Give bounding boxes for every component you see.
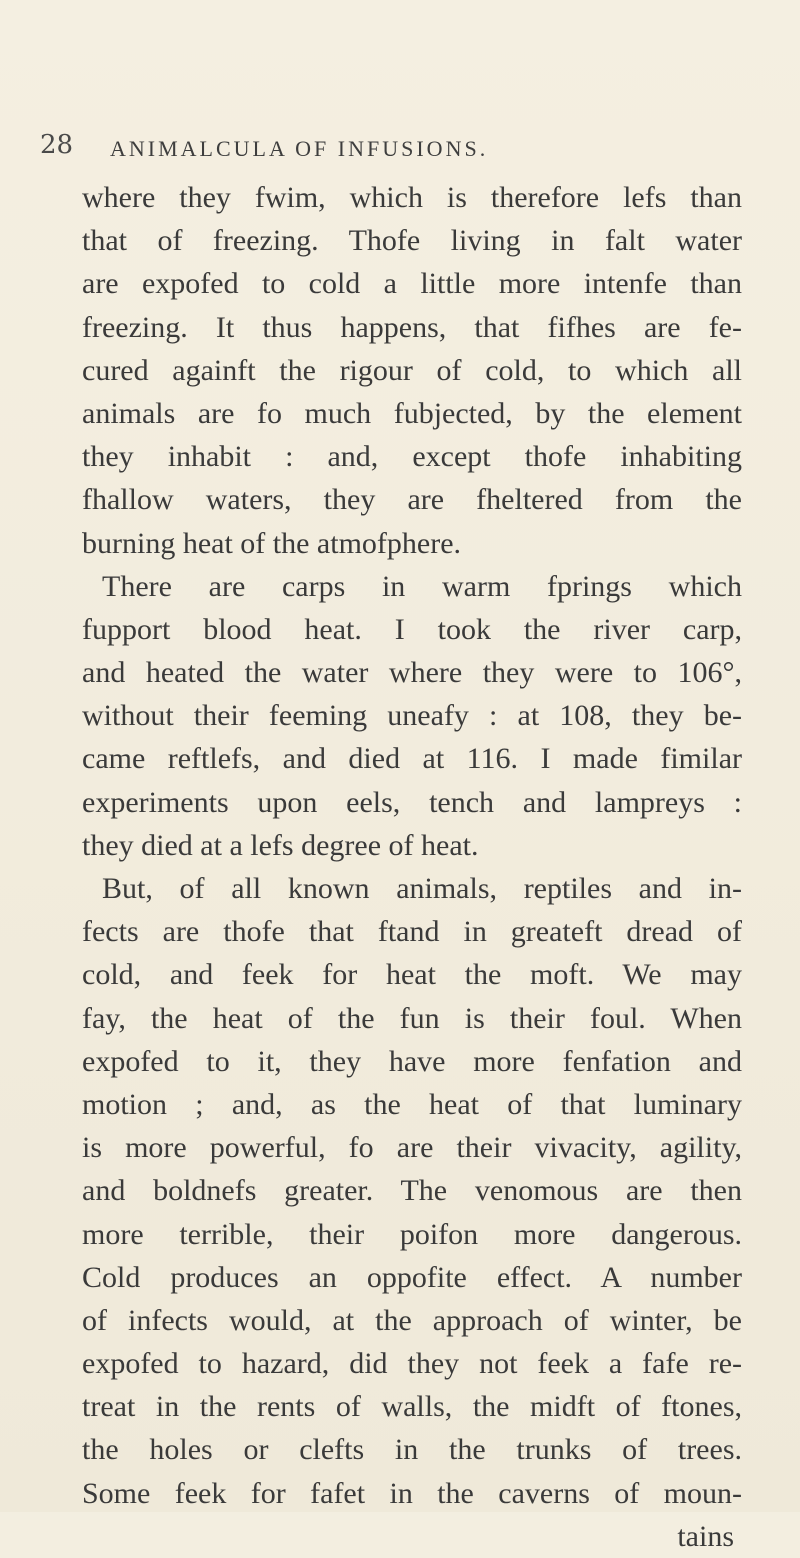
catchword: tains bbox=[677, 1519, 734, 1553]
running-title: ANIMALCULA OF INFUSIONS. bbox=[110, 136, 489, 161]
text-line: Some feek for fafet in the caverns of moun- bbox=[82, 1476, 742, 1510]
text-line: expofed to hazard, did they not feek a fafe re- bbox=[82, 1347, 742, 1381]
text-line: more terrible, their poifon more dangerous. bbox=[82, 1217, 742, 1251]
text-line: There are carps in warm fprings which bbox=[102, 569, 742, 603]
text-line: freezing. It thus happens, that fifhes are fe- bbox=[82, 310, 742, 344]
text-line: is more powerful, fo are their vivacity, agility, bbox=[82, 1131, 742, 1165]
text-line: they died at a lefs degree of heat. bbox=[82, 828, 479, 862]
text-line: cured againft the rigour of cold, to which all bbox=[82, 353, 742, 387]
text-line: that of freezing. Thofe living in falt water bbox=[82, 224, 742, 258]
text-line: But, of all known animals, reptiles and in- bbox=[102, 872, 742, 905]
text-line: Cold produces an oppofite effect. A number bbox=[82, 1260, 742, 1294]
text-line: of infects would, at the approach of winter, be bbox=[82, 1303, 742, 1337]
text-line: animals are fo much fubjected, by the element bbox=[82, 396, 742, 430]
text-line: came reftlefs, and died at 116. I made fimilar bbox=[82, 742, 742, 776]
text-line: without their feeming uneafy : at 108, they be- bbox=[82, 699, 742, 733]
text-line: fay, the heat of the fun is their foul. When bbox=[82, 1001, 742, 1035]
text-line: where they fwim, which is therefore lefs than bbox=[82, 181, 742, 214]
text-line: they inhabit : and, except thofe inhabiting bbox=[82, 440, 742, 474]
body-text bbox=[82, 176, 742, 1558]
text-line: experiments upon eels, tench and lampreys : bbox=[82, 785, 742, 819]
text-line: the holes or clefts in the trunks of trees. bbox=[82, 1433, 742, 1467]
text-line: fhallow waters, they are fheltered from the bbox=[82, 483, 742, 517]
page-number: 28 bbox=[40, 130, 74, 160]
text-line: cold, and feek for heat the moft. We may bbox=[82, 958, 742, 992]
text-line: fupport blood heat. I took the river carp, bbox=[82, 612, 742, 646]
text-line: treat in the rents of walls, the midft of ftones, bbox=[82, 1390, 742, 1424]
text-line: expofed to it, they have more fenfation and bbox=[82, 1044, 742, 1078]
text-line: and heated the water where they were to 106°, bbox=[82, 656, 742, 690]
text-line: burning heat of the atmofphere. bbox=[82, 526, 462, 560]
text-line: are expofed to cold a little more intenfe than bbox=[82, 267, 742, 301]
text-line: motion ; and, as the heat of that luminary bbox=[82, 1087, 742, 1121]
text-line: fects are thofe that ftand in greateft dread of bbox=[82, 915, 742, 949]
text-line: and boldnefs greater. The venomous are then bbox=[82, 1174, 742, 1208]
